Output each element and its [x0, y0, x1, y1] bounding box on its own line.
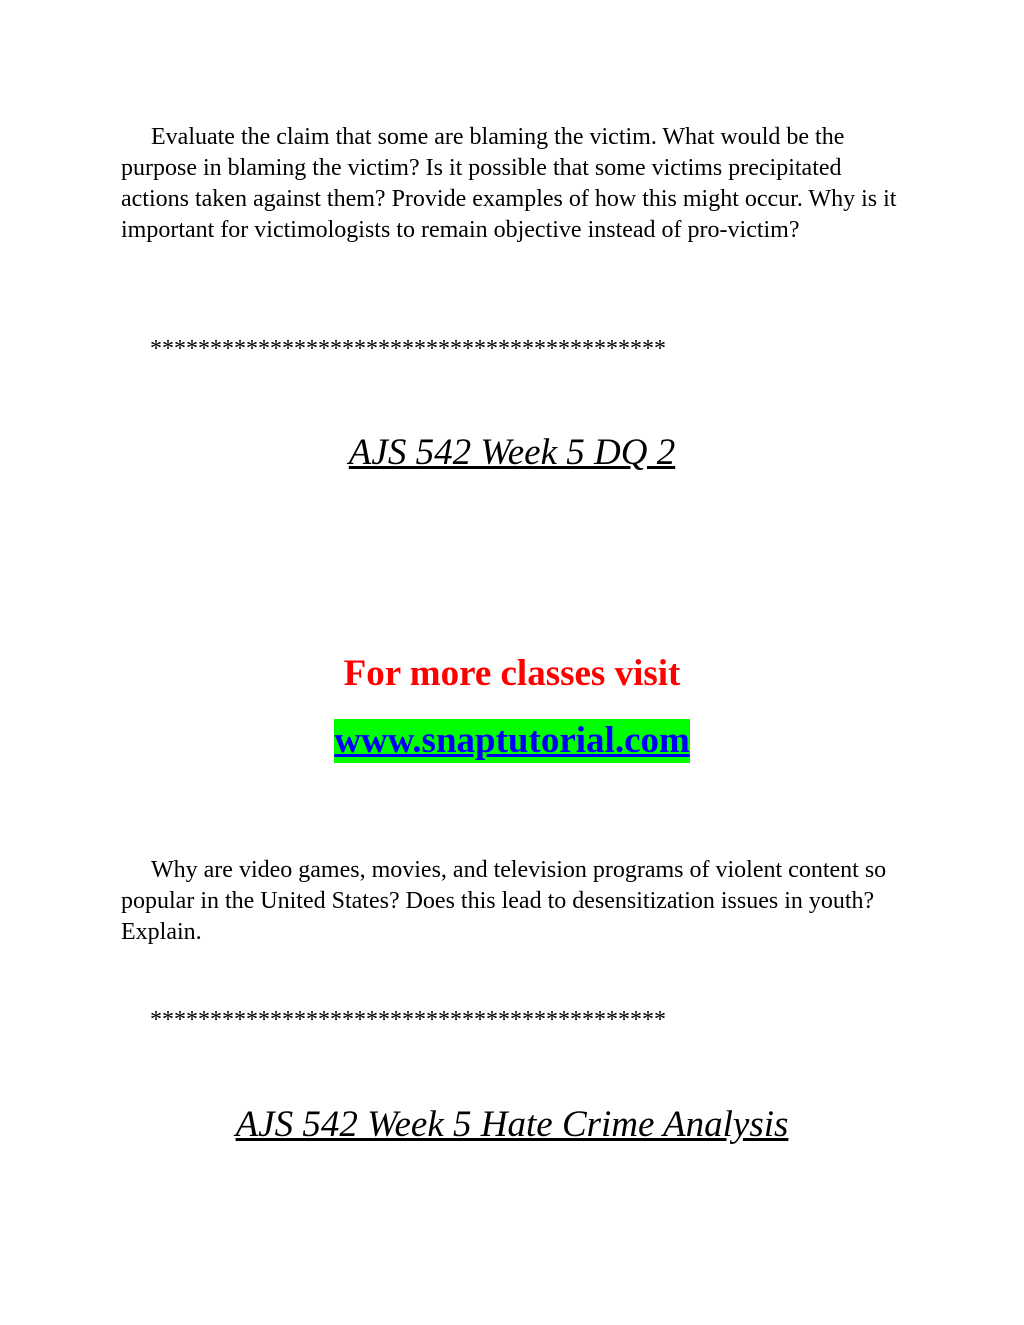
- promo-text: For more classes visit: [343, 653, 681, 694]
- snaptutorial-link[interactable]: www.snaptutorial.com: [334, 720, 690, 761]
- heading-hate-crime-analysis: AJS 542 Week 5 Hate Crime Analysis: [235, 1104, 789, 1145]
- section-separator: *******************************************: [150, 336, 666, 362]
- question-paragraph-victim-blaming: Evaluate the claim that some are blaming the victim. What would be the purpose in blaming the victim? Is it possible that some victims precipitated actions taken against them? Provide examples of how this might occur. Why is it important for victimologists to remain objective instead of pro-victim?: [121, 124, 897, 243]
- section-separator: *******************************************: [150, 1007, 666, 1033]
- heading-dq2: AJS 542 Week 5 DQ 2: [348, 432, 676, 473]
- question-paragraph-violent-media: Why are video games, movies, and television programs of violent content so popular in the United States? Does this lead to desensitization issues in youth? Explain.: [121, 857, 887, 945]
